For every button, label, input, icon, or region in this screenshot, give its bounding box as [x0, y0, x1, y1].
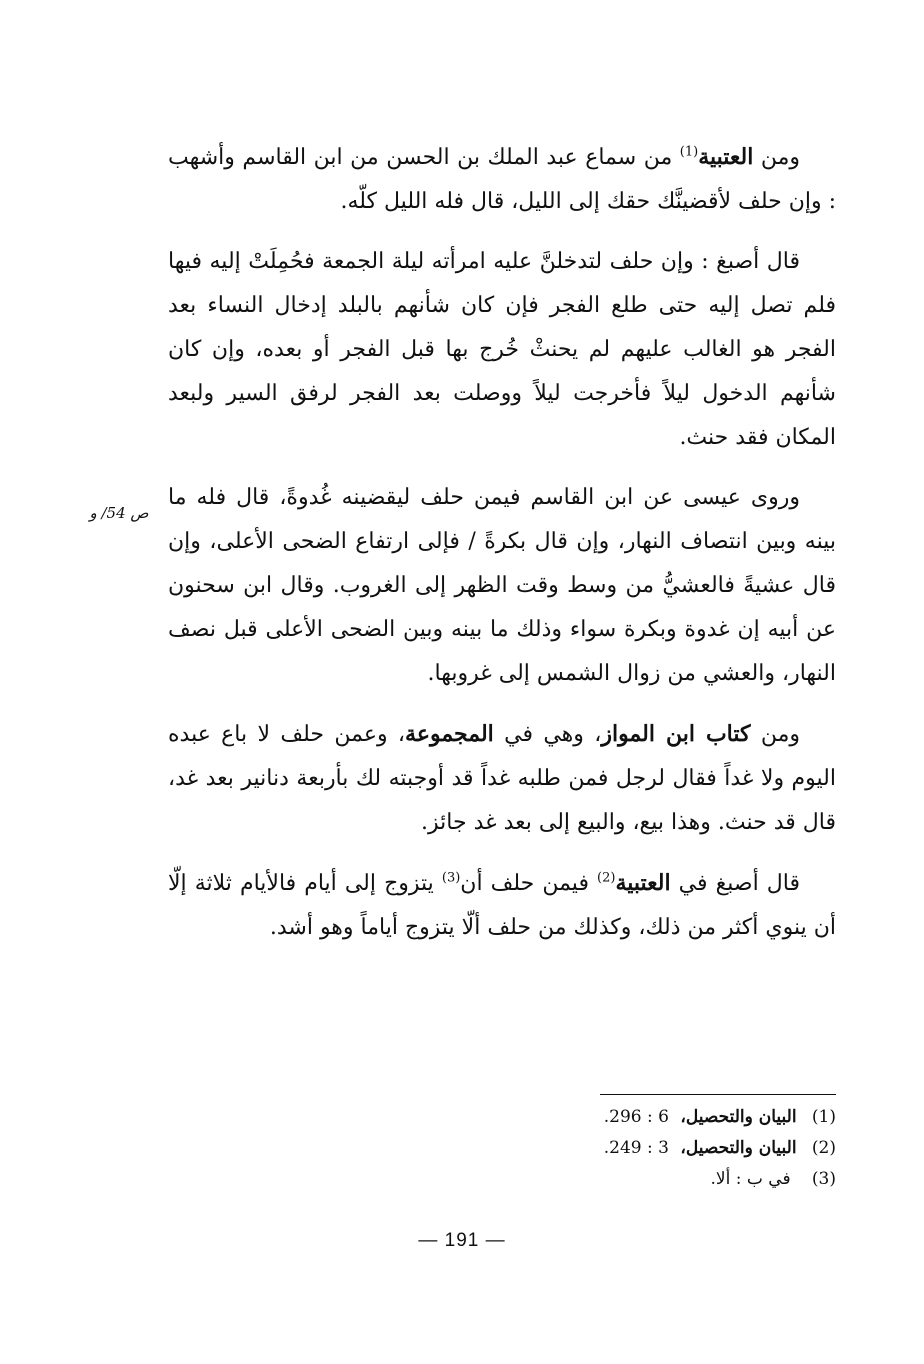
footnote-source: البيان والتحصيل، [680, 1107, 797, 1127]
footnote-ref: (1) [679, 144, 699, 160]
paragraph-3: وروى عيسى عن ابن القاسم فيمن حلف ليقضينه غُدوةً، قال فله ما بينه وبين انتصاف النهار، وإن قال بكرةً / فإلى ارتفاع الضحى الأعلى، وإن قال عشيةً فالعشيُّ من وسط وقت الظهر إلى الغروب. وقال ابن سحنون عن أبيه إن غدوة وبكرة سواء وذلك ما بينه وبين الضحى الأعلى قبل نصف النهار، والعشي من زوال الشمس إلى غروبها. [168, 485, 836, 686]
footnotes [520, 1102, 836, 1195]
footnote-source: البيان والتحصيل، [680, 1138, 797, 1158]
footnote-ref: (2) [597, 870, 616, 886]
manuscript-folio-marker: ص 54/ و [89, 504, 149, 522]
source-title: كتاب ابن المواز [601, 721, 751, 747]
footnote-number: (3) [811, 1169, 836, 1189]
paragraph-4: ومن كتاب ابن المواز، وهي في المجموعة، وعمن حلف لا باع عبده اليوم ولا غداً فقال لرجل فمن طلبه غداً قد أوجبته لك بأربعة دنانير بعد غد، قال قد حنث. وهذا بيع، والبيع إلى بعد غد جائز. [168, 721, 836, 835]
paragraph-5: قال أصبغ في العتبية$^{(2)}$ فيمن حلف أن$^{(3)}$ يتزوج إلى أيام فالأيام ثلاثة إلّا أن ينوي أكثر من ذلك، وكذلك من حلف ألّا يتزوج أياماً وهو أشد. [168, 870, 836, 940]
paragraph-1: ومن العتبية$^{(1)}$ من سماع عبد الملك بن الحسن من ابن القاسم وأشهب : وإن حلف لأقضينَّك حقك إلى الليل، قال فله الليل كلّه. [168, 144, 836, 214]
main-text [168, 135, 836, 966]
source-title: العتبية [615, 870, 671, 896]
page-number: — 191 — [418, 1230, 506, 1251]
footnote-reference: في ب : ألا. [710, 1169, 791, 1189]
footnote-item [520, 1133, 836, 1164]
footnote-reference: 3 : 249. [603, 1138, 669, 1158]
footnote-reference: 6 : 296. [603, 1107, 669, 1127]
footnote-item [520, 1102, 836, 1133]
footnote-item [520, 1164, 836, 1195]
paragraph-2: قال أصبغ : وإن حلف لتدخلنَّ عليه امرأته ليلة الجمعة فحُمِلَتْ إليه فيها فلم تصل إليه حتى طلع الفجر فإن كان شأنهم بالبلد إدخال النساء بعد الفجر هو الغالب عليهم لم يحنثْ خُرج بها قبل الفجر أو بعده، وإن كان شأنهم الدخول ليلاً فأخرجت ليلاً ووصلت بعد الفجر لرفق السير ولبعد المكان فقد حنث. [168, 249, 836, 450]
footnote-number: (1) [811, 1107, 836, 1127]
source-title: العتبية [698, 144, 754, 170]
footnote-divider [600, 1094, 836, 1095]
source-title: المجموعة [405, 721, 494, 747]
footnote-number: (2) [811, 1138, 836, 1158]
footnote-ref: (3) [441, 870, 461, 886]
